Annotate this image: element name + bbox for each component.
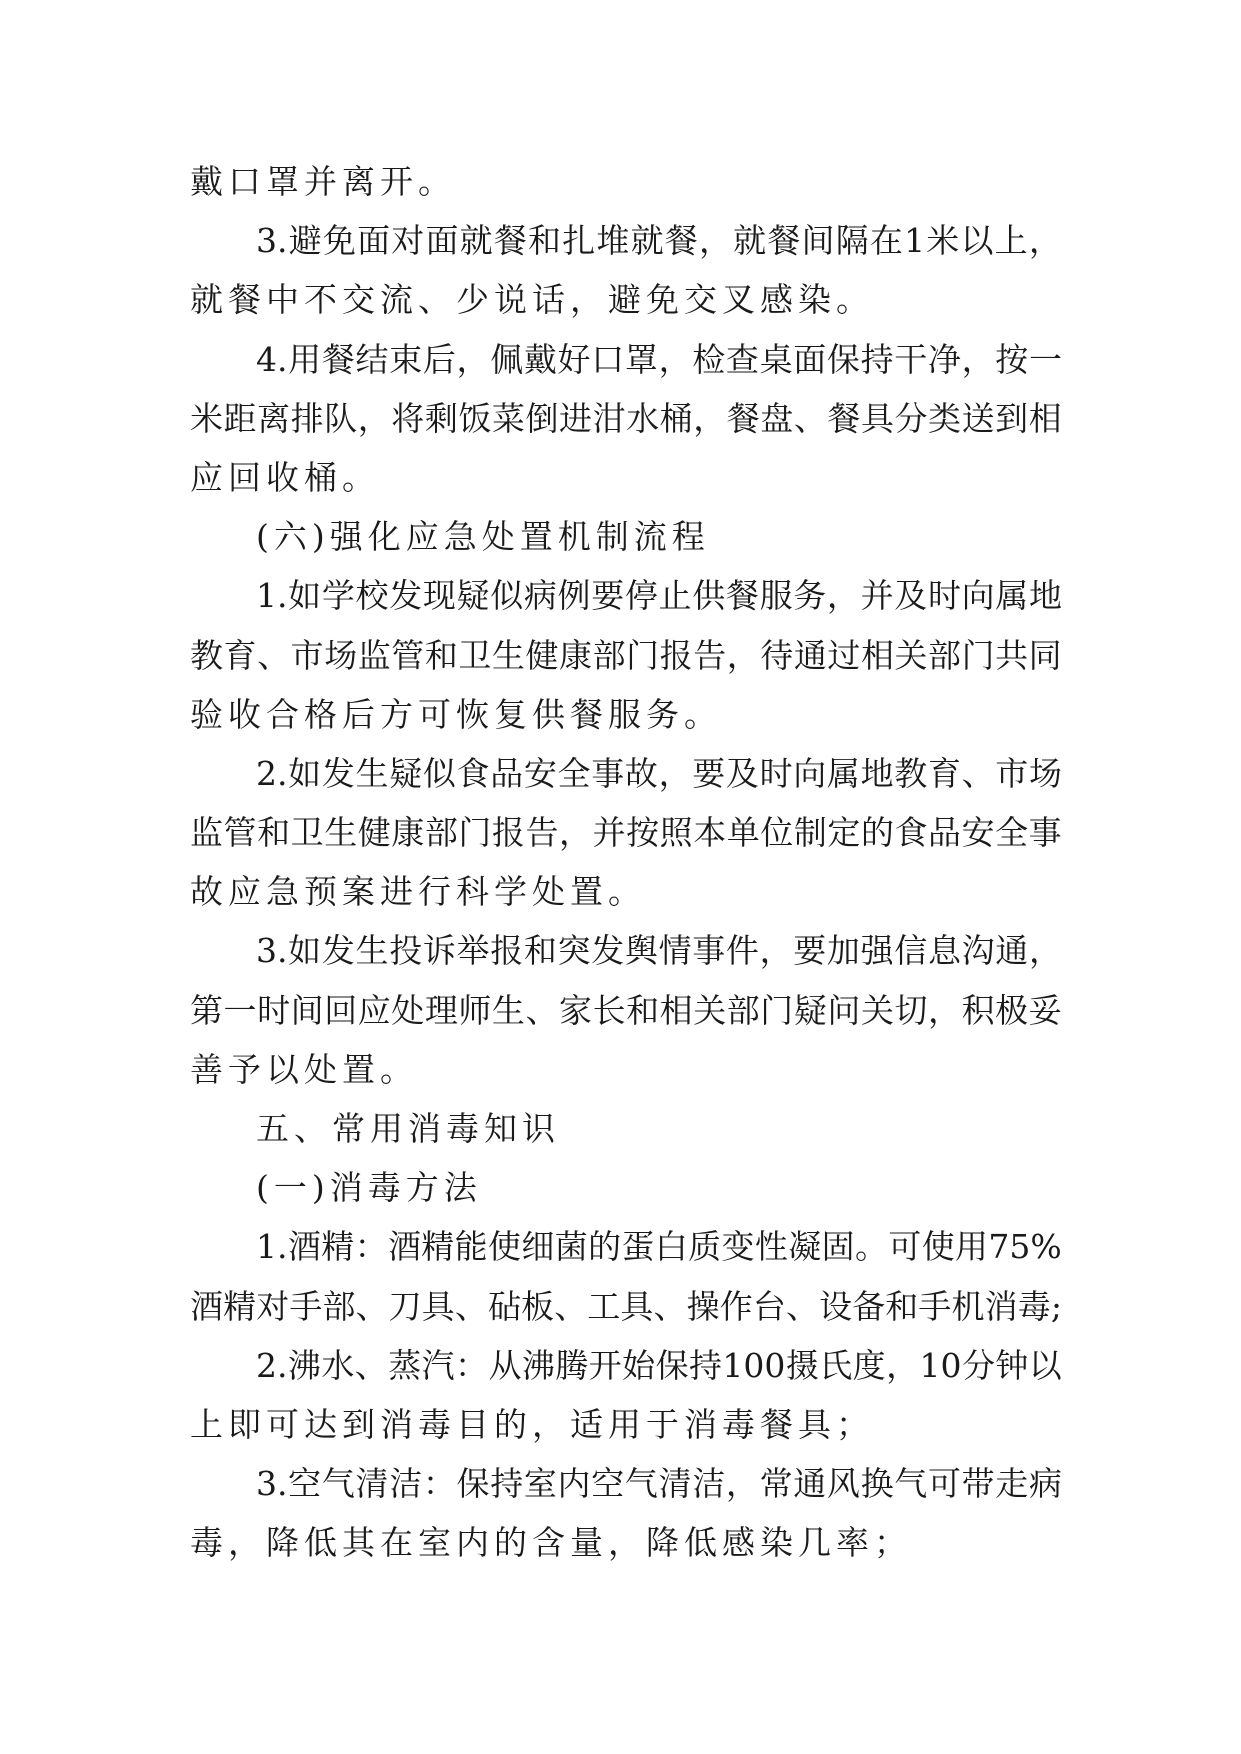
text-line: (六)强化应急处置机制流程 [256, 517, 710, 557]
text-line: 毒，降低其在室内的含量，降低感染几率； [190, 1523, 912, 1563]
text-line: 第 一 时 间 回 应 处 理 师 生 、 家 长 和 相 关 部 门 疑 问 关 切 ， 积 极 妥 [190, 990, 1062, 1030]
text-line: 应回收桶。 [190, 457, 380, 497]
text-line: 3. 避 免 面 对 面 就 餐 和 扎 堆 就 餐 ， 就 餐 间 隔 在 1 米 以 上 ， [256, 221, 1062, 261]
text-line: 酒 精 对 手 部 、 刀 具 、 砧 板 、 工 具 、 操 作 台 、 设 备 和 手 机 消 毒 ; [190, 1286, 1062, 1326]
text-line: 五、常用消毒知识 [256, 1109, 560, 1148]
text-line: 4. 用 餐 结 束 后 ， 佩 戴 好 口 罩 ， 检 查 桌 面 保 持 干 净 ， 按 一 [256, 339, 1062, 379]
text-line: 故应急预案进行科学处置。 [190, 872, 646, 912]
text-line: (一)消毒方法 [256, 1168, 482, 1208]
text-line: 3. 如 发 生 投 诉 举 报 和 突 发 舆 情 事 件 ， 要 加 强 信 息 沟 通 ， [256, 931, 1062, 971]
document-body [190, 152, 1062, 1573]
text-line: 戴口罩并离开。 [190, 162, 456, 201]
text-line: 3. 空 气 清 洁 ： 保 持 室 内 空 气 清 洁 ， 常 通 风 换 气 可 带 走 病 [256, 1464, 1062, 1504]
text-line: 上即可达到消毒目的，适用于消毒餐具； [190, 1404, 874, 1444]
text-line: 善予以处置。 [190, 1049, 418, 1089]
text-line: 米 距 离 排 队 ， 将 剩 饭 菜 倒 进 泔 水 桶 ， 餐 盘 、 餐 具 分 类 送 到 相 [190, 398, 1062, 438]
text-line: 1. 酒 精 ： 酒 精 能 使 细 菌 的 蛋 白 质 变 性 凝 固 。 可 使 用 75% [256, 1227, 1062, 1267]
text-line: 验收合格后方可恢复供餐服务。 [190, 694, 722, 734]
text-line: 教 育 、 市 场 监 管 和 卫 生 健 康 部 门 报 告 ， 待 通 过 相 关 部 门 共 同 [190, 635, 1062, 675]
text-line: 监 管 和 卫 生 健 康 部 门 报 告 ， 并 按 照 本 单 位 制 定 的 食 品 安 全 事 [190, 813, 1062, 853]
text-line: 2. 如 发 生 疑 似 食 品 安 全 事 故 ， 要 及 时 向 属 地 教 育 、 市 场 [256, 753, 1062, 793]
text-line: 1. 如 学 校 发 现 疑 似 病 例 要 停 止 供 餐 服 务 ， 并 及 时 向 属 地 [256, 576, 1062, 616]
text-line: 就餐中不交流、少说话，避免交叉感染。 [190, 280, 874, 320]
text-line: 2. 沸 水 、 蒸 汽 ： 从 沸 腾 开 始 保 持 100 摄 氏 度 ， 10 分 钟 以 [256, 1345, 1062, 1385]
